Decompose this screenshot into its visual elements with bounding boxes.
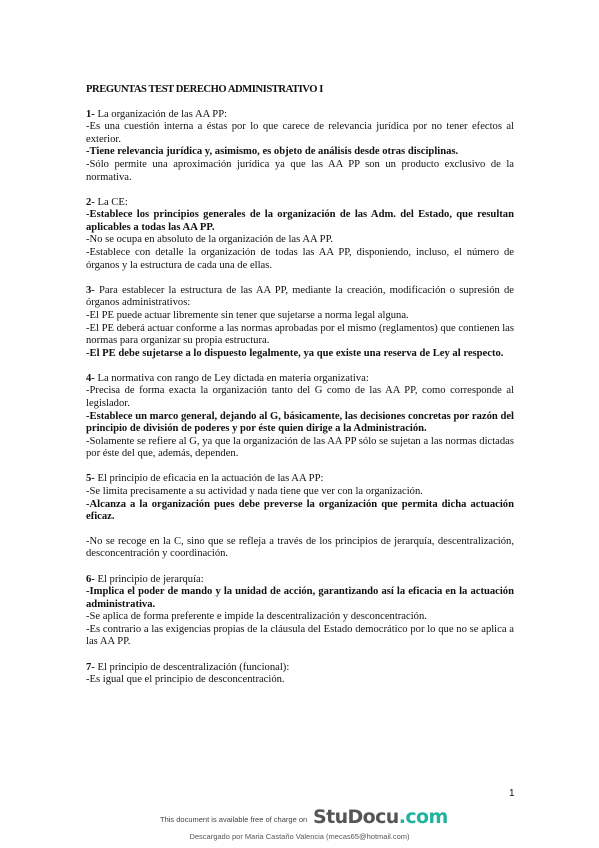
- question-stem: [86, 662, 514, 675]
- question-text: La CE:: [94, 196, 128, 208]
- question-text: El principio de jerarquía:: [94, 573, 204, 585]
- answer-option: -Es una cuestión interna a éstas por lo que carece de relevancia jurídica por no tener efectos al exterior.: [86, 121, 514, 145]
- question-text: La organización de las AA PP:: [94, 108, 228, 120]
- download-notice: Descargado por Maria Castaño Valencia (mecas65@hotmail.com): [189, 832, 410, 841]
- question-text: Para establecer la estructura de las AA PP, mediante la creación, modificación o supresión de órganos administrativos:: [86, 284, 514, 309]
- logo-name: StuDocu: [313, 806, 399, 828]
- question-text: La normativa con rango de Ley dictada en materia organizativa:: [94, 372, 369, 384]
- answer-option-correct: -El PE debe sujetarse a lo dispuesto legalmente, ya que existe una reserva de Ley al respecto.: [86, 347, 504, 359]
- question-block: [86, 574, 514, 650]
- question-number: 2-: [86, 196, 95, 208]
- question-number: 4-: [86, 372, 95, 384]
- answer-option: -Se limita precisamente a su actividad y nada tiene que ver con la organización.: [86, 486, 423, 498]
- question-stem: [86, 473, 514, 486]
- logo-domain: .com: [398, 806, 448, 828]
- question-block: [86, 197, 514, 273]
- answer-option: -Es contrario a las exigencias propias de la cláusula del Estado democrático por lo que no se aplica a las AA PP.: [86, 623, 514, 648]
- answer-option: -Establece con detalle la organización de todas las AA PP, disponiendo, incluso, el número de órganos y la estructura de cada una de ellas.: [86, 247, 514, 271]
- question-list: [86, 109, 514, 687]
- free-notice: This document is available free of charge on: [160, 815, 308, 824]
- answer-option-correct: -Implica el poder de mando y la unidad de acción, garantizando así la eficacia en la actuación administrativa.: [86, 586, 514, 610]
- answer-option-correct: -Establece los principios generales de la organización de las Adm. del Estado, que resultan aplicables a todas las AA PP.: [86, 209, 514, 233]
- studocu-footer: [160, 806, 450, 830]
- question-stem: [86, 574, 514, 587]
- answer-option-correct: -Tiene relevancia jurídica y, asimismo, es objeto de análisis desde otras disciplinas.: [86, 146, 459, 158]
- question-block: [86, 662, 514, 687]
- question-block: [86, 109, 514, 185]
- answer-option-correct: -Alcanza a la organización pues debe preverse la organización que permita dicha actuación eficaz.: [86, 498, 514, 523]
- question-block: [86, 373, 514, 461]
- question-block: [86, 285, 514, 361]
- question-number: 3-: [86, 284, 95, 296]
- question-block: [86, 473, 514, 561]
- answer-option: -Precisa de forma exacta la organización tanto del G como de las AA PP, como corresponde al legislador.: [86, 385, 514, 409]
- question-stem: [86, 285, 514, 310]
- question-stem: [86, 373, 514, 386]
- document-page: [86, 84, 514, 699]
- question-number: 7-: [86, 661, 95, 673]
- spacer: [86, 524, 514, 536]
- answer-option: -No se ocupa en absoluto de la organización de las AA PP.: [86, 234, 333, 246]
- question-number: 5-: [86, 473, 95, 485]
- answer-option: -Se aplica de forma preferente e impide la descentralización y desconcentración.: [86, 611, 427, 623]
- page-number: 1: [509, 788, 515, 799]
- question-number: 1-: [86, 108, 95, 120]
- question-number: 6-: [86, 573, 95, 585]
- answer-option: -El PE puede actuar libremente sin tener que sujetarse a norma legal alguna.: [86, 309, 409, 321]
- question-text: El principio de descentralización (funcional):: [94, 661, 290, 673]
- question-stem: [86, 197, 514, 210]
- answer-option: -El PE deberá actuar conforme a las normas aprobadas por el mismo (reglamentos) que contienen las normas para organizar su propia estructura.: [86, 322, 515, 347]
- answer-option-correct: -Establece un marco general, dejando al G, básicamente, las decisiones concretas por razón del principio de división de poderes y por éste quien dirige a la Administración.: [86, 410, 514, 435]
- answer-option: -Sólo permite una aproximación jurídica ya que las AA PP son un producto exclusivo de la normativa.: [86, 158, 514, 183]
- answer-option: -Solamente se refiere al G, ya que la organización de las AA PP sólo se sujetan a las normas dictadas por éste del que, además, dependen.: [86, 435, 514, 460]
- studocu-logo[interactable]: [313, 806, 448, 828]
- question-text: El principio de eficacia en la actuación de las AA PP:: [94, 473, 324, 485]
- question-stem: [86, 109, 514, 122]
- document-title: PREGUNTAS TEST DERECHO ADMINISTRATIVO I: [86, 84, 323, 95]
- answer-option: -Es igual que el principio de desconcentración.: [86, 674, 285, 686]
- answer-option: -No se recoge en la C, sino que se refleja a través de los principios de jerarquía, descentralización, desconcentración y coordinación.: [86, 535, 514, 560]
